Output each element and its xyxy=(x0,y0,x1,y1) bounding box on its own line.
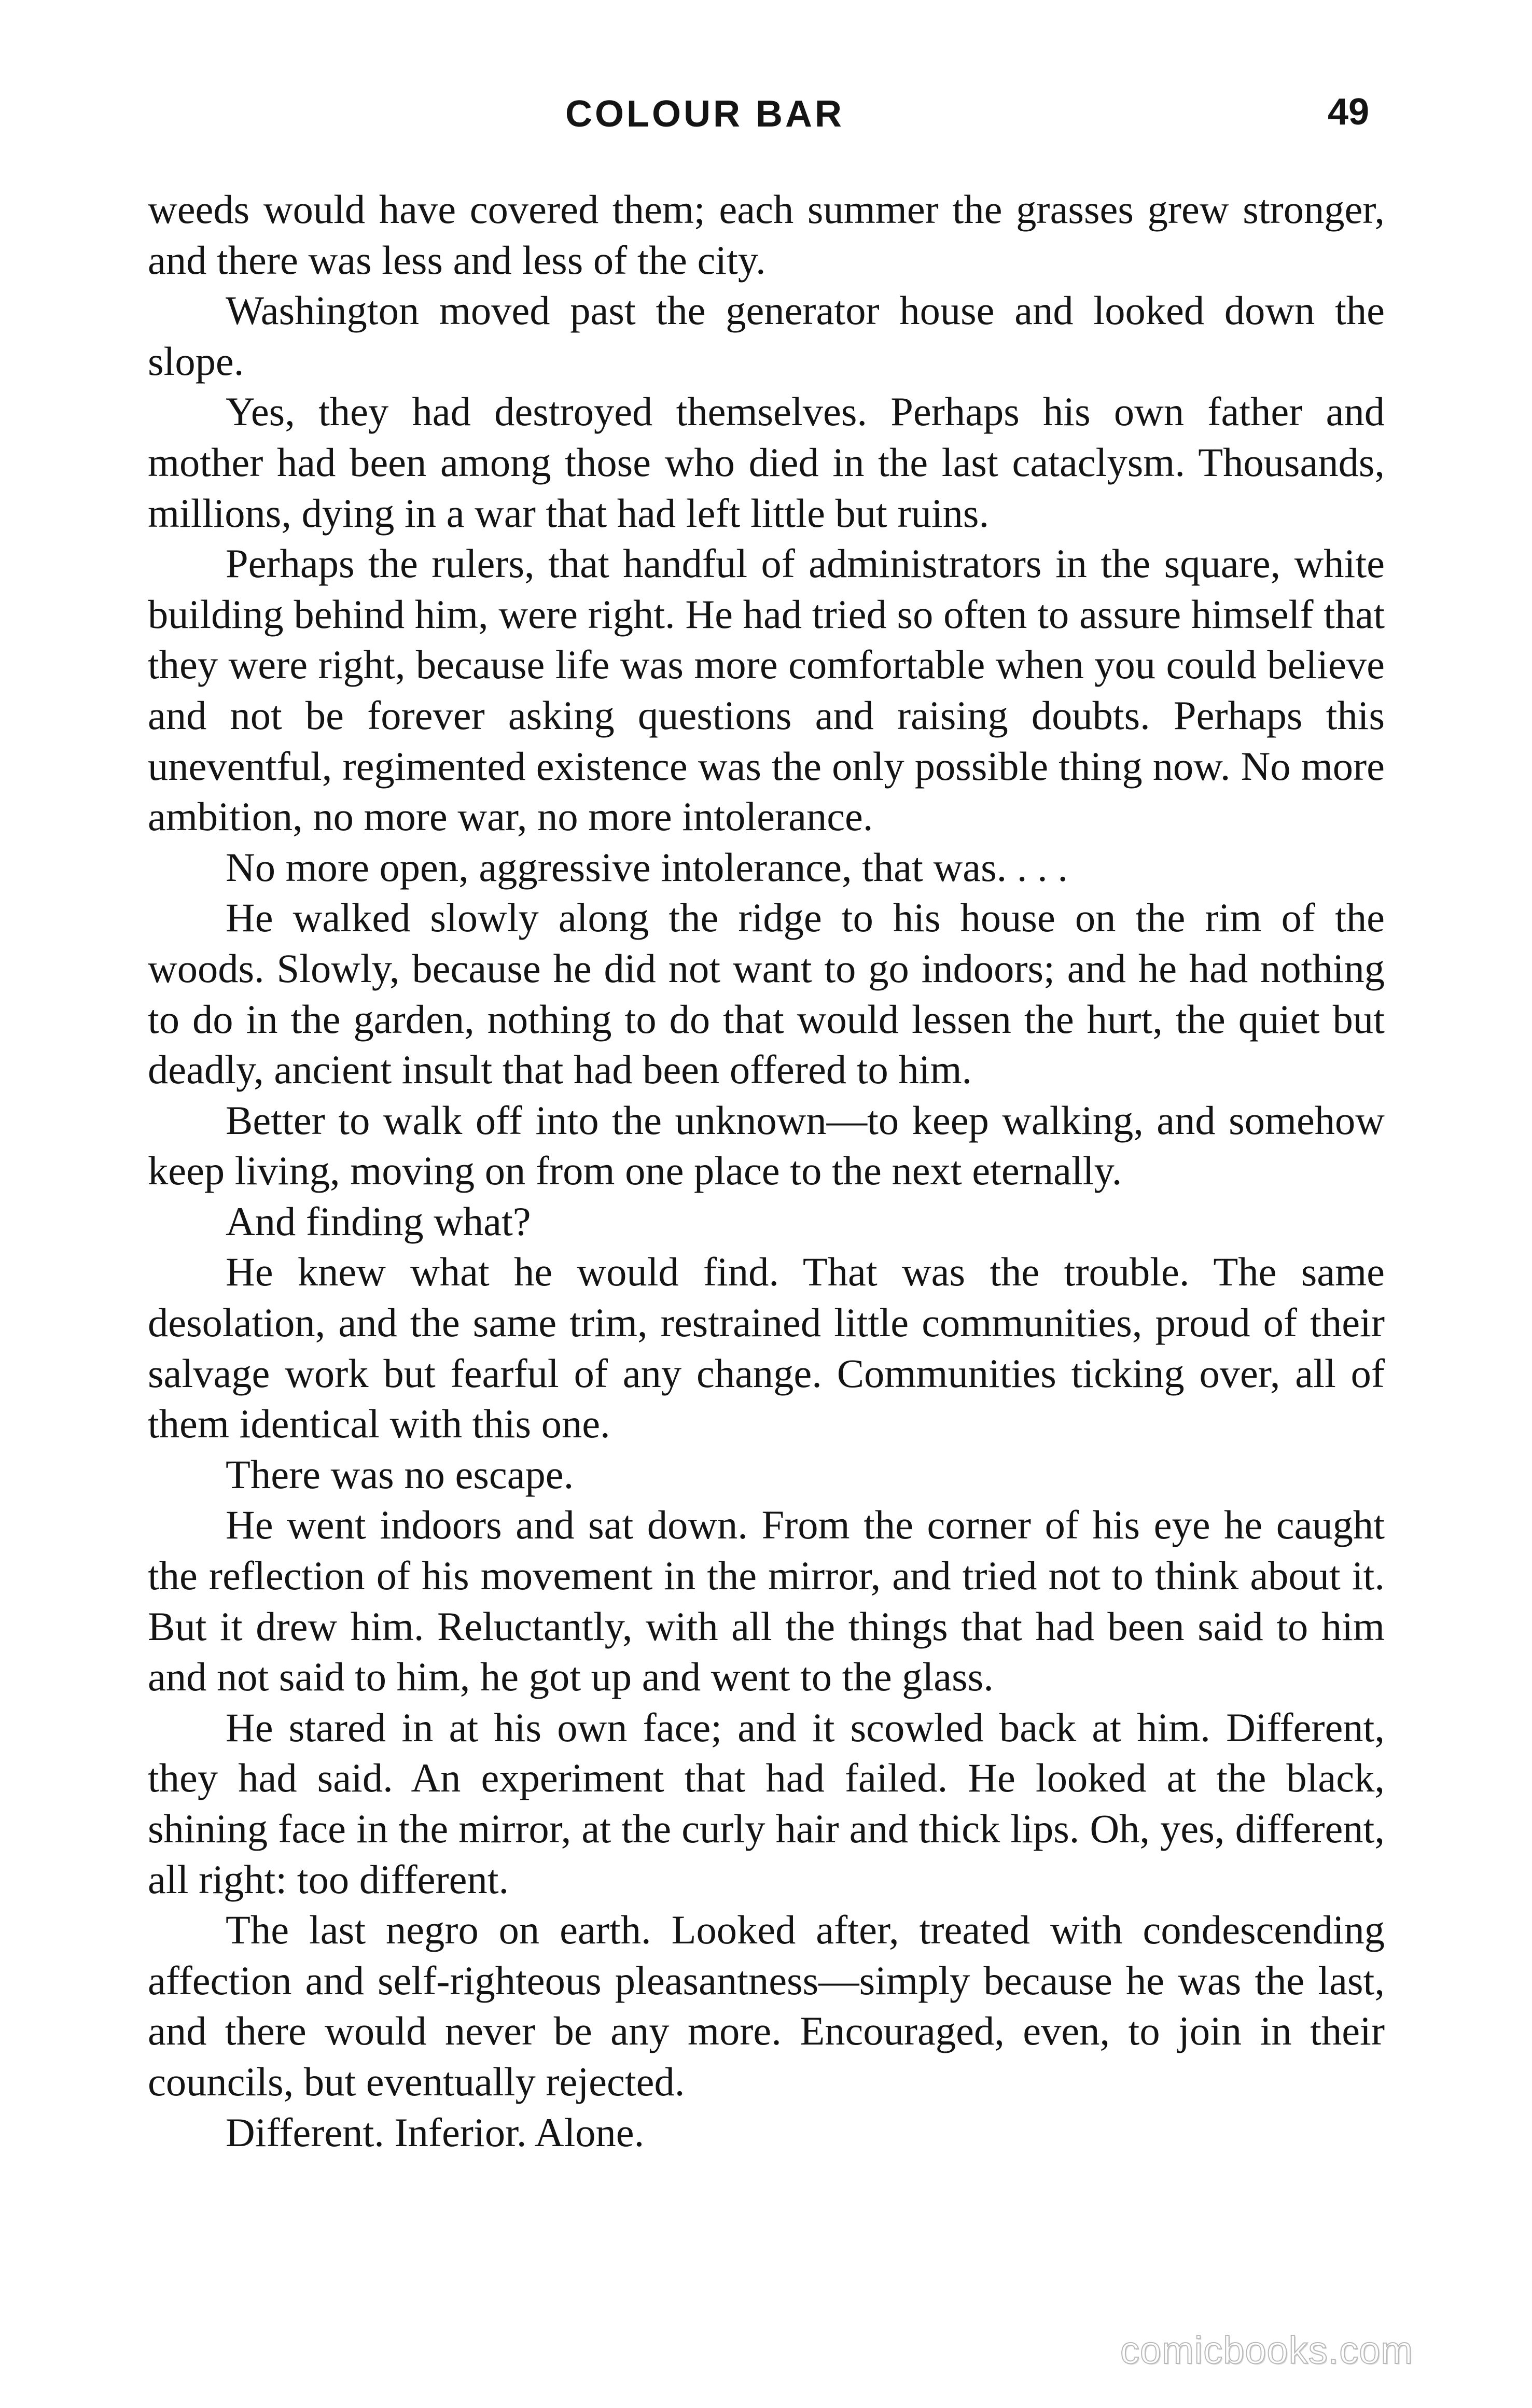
paragraph: Yes, they had destroyed themselves. Perhaps his own father and mother had been among those who died in the last cataclysm. Thousands, millions, dying in a war that had left little but ruins. xyxy=(148,389,1385,536)
paragraph: No more open, aggressive intolerance, that was. . . . xyxy=(226,844,1068,890)
body-text xyxy=(148,184,1385,2158)
paragraph: He walked slowly along the ridge to his house on the rim of the woods. Slowly, because he did not want to go indoors; and he had nothing to do in the garden, nothing to do that would lessen the hurt, the quiet but deadly, ancient insult that had been offered to him. xyxy=(148,895,1385,1093)
page-number: 49 xyxy=(1328,91,1370,133)
paragraph: And finding what? xyxy=(226,1198,531,1244)
paragraph: Perhaps the rulers, that handful of administrators in the square, white building behind him, were right. He had tried so often to assure himself that they were right, because life was more comfortable when you could believe and not be forever asking questions and raising doubts. Perhaps this uneventful, regimented existence was the only possible thing now. No more ambition, no more war, no more intolerance. xyxy=(148,541,1385,839)
paragraph: He went indoors and sat down. From the corner of his eye he caught the reflection of his movement in the mirror, and tried not to think about it. But it drew him. Reluctantly, with all the things that had been said to him and not said to him, he got up and went to the glass. xyxy=(148,1502,1385,1700)
site-watermark: comicbooks.com xyxy=(1120,2329,1414,2372)
paragraph: Different. Inferior. Alone. xyxy=(226,2109,645,2155)
running-header xyxy=(0,88,1532,145)
paragraph: The last negro on earth. Looked after, treated with condescending affection and self-righteous pleasantness—simply because he was the last, and there would never be any more. Encouraged, even, to join in their councils, but eventually rejected. xyxy=(148,1907,1385,2104)
paragraph: Washington moved past the generator house and looked down the slope. xyxy=(148,288,1385,384)
paragraph-continued: weeds would have covered them; each summer the grasses grew stronger, and there was less and less of the city. xyxy=(148,187,1385,283)
paragraph: He knew what he would find. That was the trouble. The same desolation, and the same trim, restrained little communities, proud of their salvage work but fearful of any change. Communities ticking over, all of them identical with this one. xyxy=(148,1249,1385,1447)
paragraph: There was no escape. xyxy=(226,1451,574,1497)
paragraph: He stared in at his own face; and it scowled back at him. Different, they had said. An experiment that had failed. He looked at the black, shining face in the mirror, at the curly hair and thick lips. Oh, yes, different, all right: too different. xyxy=(148,1704,1385,1902)
paragraph: Better to walk off into the unknown—to keep walking, and somehow keep living, moving on from one place to the next eternally. xyxy=(148,1097,1385,1194)
running-title: COLOUR BAR xyxy=(565,93,844,135)
